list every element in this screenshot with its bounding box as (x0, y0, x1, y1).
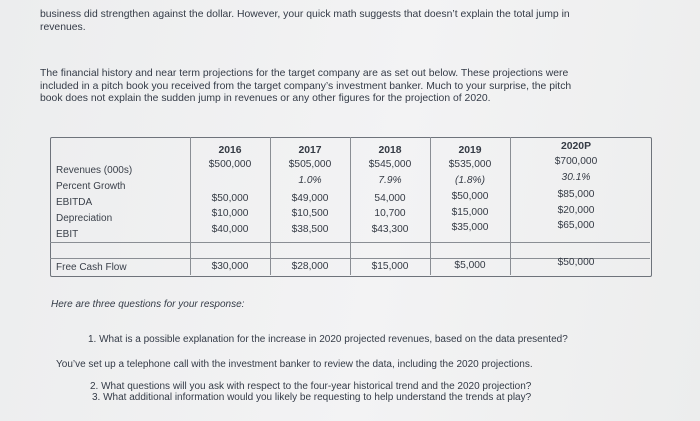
table-cell: $50,000 (557, 257, 595, 268)
table-cell: $40,000 (211, 224, 249, 235)
table-cell: $35,000 (451, 222, 489, 233)
row-label-depreciation: Depreciation (56, 213, 113, 224)
table-cell: $20,000 (557, 205, 595, 216)
table-cell: $50,000 (451, 191, 489, 202)
row-label-ebitda: EBITDA (56, 197, 93, 208)
table-cell: $38,500 (291, 224, 329, 235)
questions-intro: Here are three questions for your response: (51, 299, 245, 310)
intro-line-1: business did strengthen against the dollar. However, your quick math suggests that doesn’t explain the total jump in (40, 9, 570, 20)
table-cell: (1.8%) (454, 175, 485, 186)
table-cell: $5,000 (454, 260, 486, 271)
table-cell: 7.9% (378, 175, 402, 186)
table-cell: $505,000 (288, 159, 332, 170)
call-setup-text: You’ve set up a telephone call with the investment banker to review the data, including the 2020 projections. (56, 359, 533, 370)
table-cell: $10,500 (291, 208, 329, 219)
table-cell: $28,000 (291, 261, 329, 272)
row-label-revenues: Revenues (000s) (56, 165, 133, 176)
question-2: 2. What questions will you ask with respect to the four-year historical trend and the 2020 projection? (90, 381, 532, 392)
table-cell: 54,000 (374, 193, 406, 204)
column-header-2020p: 2020P (560, 141, 592, 152)
row-label-ebit: EBIT (56, 229, 79, 240)
table-cell: $535,000 (448, 159, 492, 170)
column-header-2016: 2016 (218, 145, 242, 156)
question-1: 1. What is a possible explanation for the increase in 2020 projected revenues, based on the data presented? (88, 334, 568, 345)
intro-paragraph (40, 9, 680, 34)
intro-line-2: revenues. (40, 21, 86, 33)
column-header-2017: 2017 (298, 145, 322, 156)
table-cell: $10,000 (211, 208, 249, 219)
para-line-2: included in a pitch book you received from the target company’s investment banker. Much to your surprise, the pitch (40, 80, 572, 92)
table-cell: 10,700 (374, 208, 406, 219)
table-cell: 1.0% (298, 175, 322, 186)
para-line-3: book does not explain the sudden jump in revenues or any other figures for the projection of 2020. (40, 93, 491, 104)
table-cell: $500,000 (208, 159, 252, 170)
para-line-1: The financial history and near term projections for the target company are as set out below. These projections were (40, 68, 569, 79)
table-cell: $700,000 (554, 156, 598, 167)
column-header-2019: 2019 (458, 145, 482, 156)
table-cell: $30,000 (211, 261, 249, 272)
table-cell: $85,000 (557, 189, 595, 200)
table-cell: $50,000 (211, 193, 249, 204)
table-cell: $15,000 (451, 207, 489, 218)
financial-history-paragraph (40, 68, 680, 106)
table-cell: $65,000 (557, 220, 595, 231)
row-label-free-cash-flow: Free Cash Flow (56, 262, 127, 273)
table-cell: $49,000 (291, 193, 329, 204)
row-label-growth: Percent Growth (56, 181, 126, 192)
table-cell: $43,300 (371, 224, 409, 235)
table-cell: $545,000 (368, 159, 412, 170)
table-cell: 30.1% (561, 172, 591, 183)
column-header-2018: 2018 (378, 145, 402, 156)
question-3: 3. What additional information would you likely be requesting to help understand the trends at play? (92, 392, 532, 403)
financial-table (48, 137, 654, 276)
table-cell: $15,000 (371, 261, 409, 272)
